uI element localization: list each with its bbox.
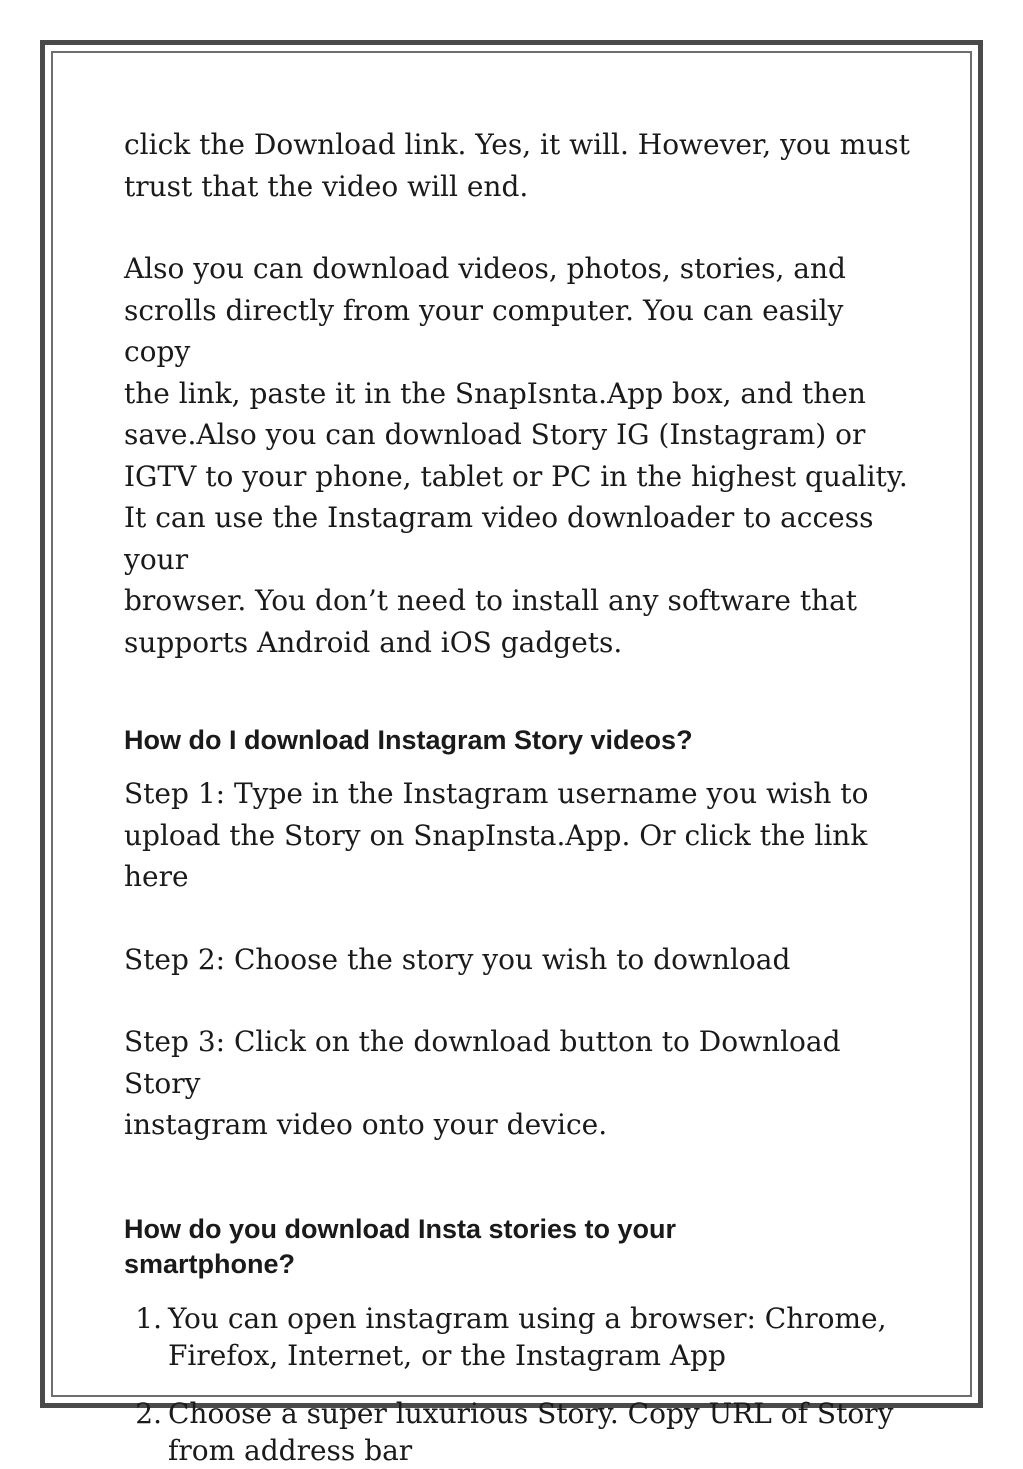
list-number: 2. — [135, 1396, 162, 1430]
paragraph-features: Also you can download videos, photos, stories, and scrolls directly from your computer. You can easily copy the link, paste it in the SnapIsnta.App box, and then save.Also you can download Story IG (Instagram) or IGTV to your phone, tablet or PC in the highest quality. It can use the Instagram video downloader to access your browser. You don’t need to install any software that supports Android and iOS gadgets. — [124, 252, 908, 659]
step-2: Step 2: Choose the story you wish to download — [124, 942, 791, 976]
list-item — [124, 1395, 914, 1469]
list-text: You can open instagram using a browser: Chrome, Firefox, Internet, or the Instagram App — [168, 1301, 887, 1372]
list-item — [124, 1300, 914, 1374]
step-3: Step 3: Click on the download button to Download Story instagram video onto your device. — [124, 1025, 841, 1141]
section-heading-smartphone: How do you download Insta stories to your smartphone? — [124, 1213, 677, 1279]
step-1: Step 1: Type in the Instagram username you wish to upload the Story on SnapInsta.App. Or click the link here — [124, 777, 869, 893]
list-text: Choose a super luxurious Story. Copy URL of Story from address bar — [168, 1396, 894, 1467]
steps-list — [124, 1300, 914, 1469]
paragraph-intro: click the Download link. Yes, it will. However, you must trust that the video will end. — [124, 128, 910, 203]
section-heading-story-videos: How do I download Instagram Story videos? — [124, 725, 693, 755]
document-body — [124, 124, 914, 1469]
list-number: 1. — [135, 1301, 162, 1335]
